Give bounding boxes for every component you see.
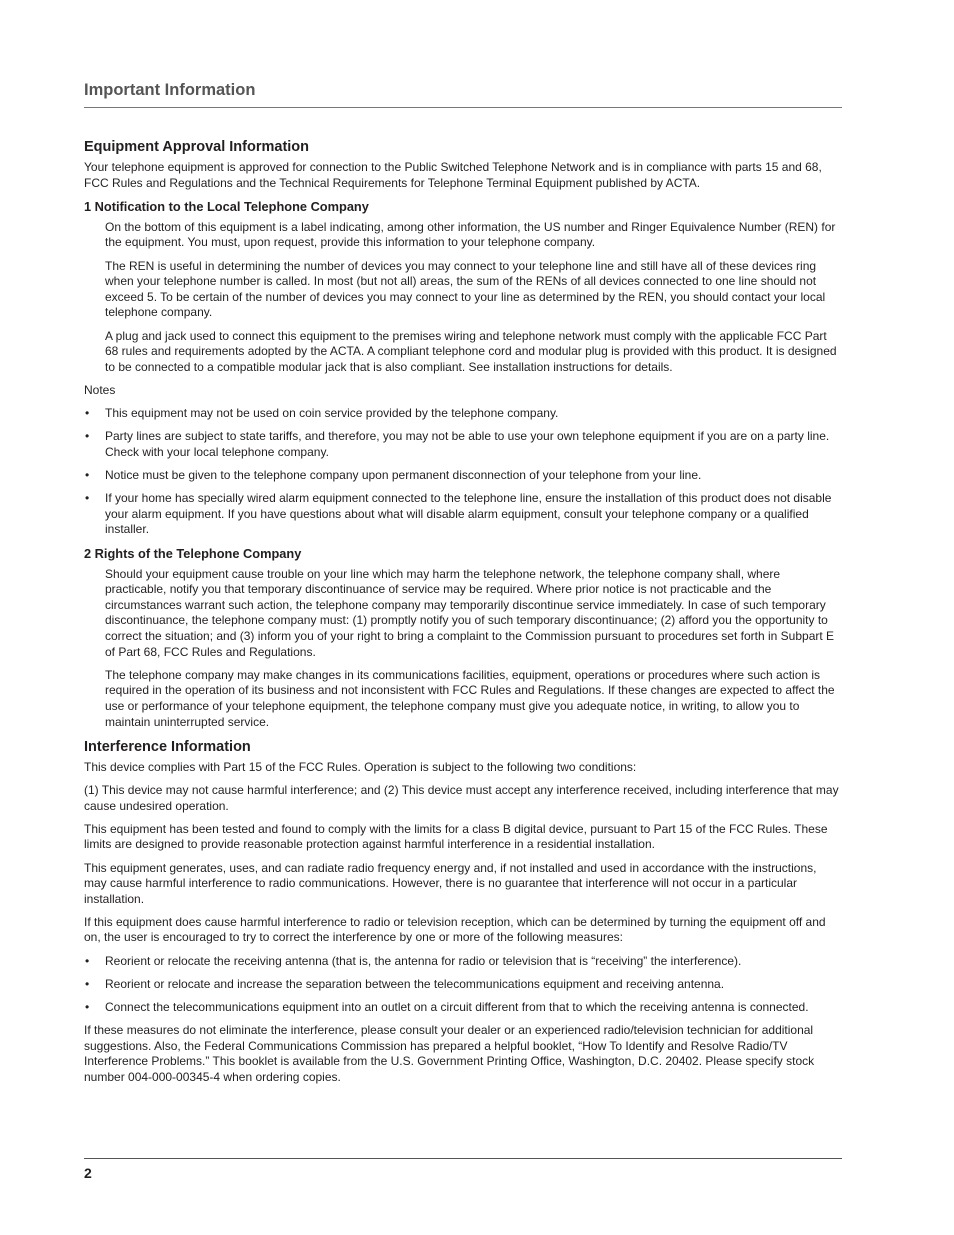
notification-body [84,220,842,376]
interference-paragraph: (1) This device may not cause harmful interference; and (2) This device must accept any interference received, including interference that may cause undesired operation. [84,782,839,813]
notes-list-item: • This equipment may not be used on coin service provided by the telephone company. [84,406,842,422]
interference-measure-item: • Reorient or relocate and increase the separation between the telecommunications equipment and receiving antenna. [84,977,842,993]
notification-paragraph: The REN is useful in determining the number of devices you may connect to your telephone line and still have all of these devices ring when your telephone number is called. In most (but not all) areas, the sum of the RENs of all devices connected to one line should not exceed 5. To be certain of the number of devices you may connect to your line as determined by the REN, you should contact your local telephone company. [105,258,826,320]
notes-list-item: • Party lines are subject to state tariffs, and therefore, you may not be able to use your own telephone equipment if you are on a party line. Check with your local telephone company. [84,429,842,460]
rights-body [84,567,842,731]
notes-list-item: • Notice must be given to the telephone company upon permanent disconnection of your telephone from your line. [84,468,842,484]
rights-heading: 2 Rights of the Telephone Company [84,545,302,561]
interference-measures-list [84,954,842,1016]
interference-paragraph: This equipment generates, uses, and can radiate radio frequency energy and, if not installed and used in accordance with the instructions, may cause harmful interference to radio communications. However, there is no guarantee that interference will not occur in a particular installation. [84,860,817,906]
header-divider [84,107,842,108]
page-header-title: Important Information [84,81,256,99]
interference-closing: If these measures do not eliminate the interference, please consult your dealer or an experienced radio/television technician for additional suggestions. Also, the Federal Communications Commission has prepared a helpful booklet, “How To Identify and Resolve Radio/TV Interference Problems.” This booklet is available from the U.S. Government Printing Office, Washington, D.C. 20402. Please specify stock number 004-000-00345-4 when ordering copies. [84,1023,815,1084]
interference-measure-item: • Connect the telecommunications equipment into an outlet on a circuit different from that to which the receiving antenna is connected. [84,1000,842,1016]
notes-list [84,406,842,538]
equipment-approval-section [84,138,842,730]
notification-paragraph: On the bottom of this equipment is a label indicating, among other information, the US number and Ringer Equivalence Number (REN) for the equipment. You must, upon request, provide this information to your telephone company. [105,219,836,250]
notes-label: Notes [84,382,116,397]
interference-paragraph: If this equipment does cause harmful interference to radio or television reception, which can be determined by turning the equipment off and on, the user is encouraged to try to correct the interference by one or more of the following measures: [84,914,826,945]
interference-measure-item: • Reorient or relocate the receiving antenna (that is, the antenna for radio or television that is “receiving” the interference). [84,954,842,970]
notes-list-item: • If your home has specially wired alarm equipment connected to the telephone line, ensure the installation of this product does not disable your alarm equipment. If you have questions about what will disable alarm equipment, consult your telephone company or a qualified installer. [84,491,842,538]
interference-paragraph: This equipment has been tested and found to comply with the limits for a class B digital device, pursuant to Part 15 of the FCC Rules. These limits are designed to provide reasonable protection against harmful interference in a residential installation. [84,821,828,852]
interference-paragraph: This device complies with Part 15 of the FCC Rules. Operation is subject to the following two conditions: [84,759,637,774]
interference-heading: Interference Information [84,738,251,755]
equipment-approval-intro: Your telephone equipment is approved for connection to the Public Switched Telephone Network and is in compliance with parts 15 and 68, FCC Rules and Regulations and the Technical Requirements for Telephone Terminal Equipment published by ACTA. [84,160,822,190]
page-content [84,138,842,1093]
rights-paragraph: The telephone company may make changes in its communications facilities, equipment, operations or procedures where such action is required in the operation of its business and not inconsistent with FCC Rules and Regulations. If these changes are expected to affect the use or performance of your telephone equipment, the telephone company must give you adequate notice, in writing, to allow you to maintain uninterrupted service. [105,667,835,729]
notification-paragraph: A plug and jack used to connect this equipment to the premises wiring and telephone network must comply with the applicable FCC Part 68 rules and requirements adopted by the ACTA. A compliant telephone cord and modular plug is provided with this product. It is designed to be connected to a compatible modular jack that is also compliant. See installation instructions for details. [105,328,837,374]
footer-divider [84,1158,842,1159]
interference-section [84,738,842,1086]
notification-heading: 1 Notification to the Local Telephone Company [84,198,369,214]
page-number: 2 [84,1165,92,1181]
equipment-approval-heading: Equipment Approval Information [84,139,310,155]
rights-paragraph: Should your equipment cause trouble on your line which may harm the telephone network, the telephone company shall, where practicable, notify you that temporary discontinuance of service may be required. Where prior notice is not practicable and the circumstances warrant such action, the telephone company may temporarily discontinue service immediately. In case of such temporary discontinuance, the telephone company must: (1) promptly notify you of such temporary discontinuance; (2) afford you the opportunity to correct the situation; and (3) inform you of your right to bring a complaint to the Commission pursuant to procedures set forth in Subpart E of Part 68, FCC Rules and Regulations. [105,566,835,659]
